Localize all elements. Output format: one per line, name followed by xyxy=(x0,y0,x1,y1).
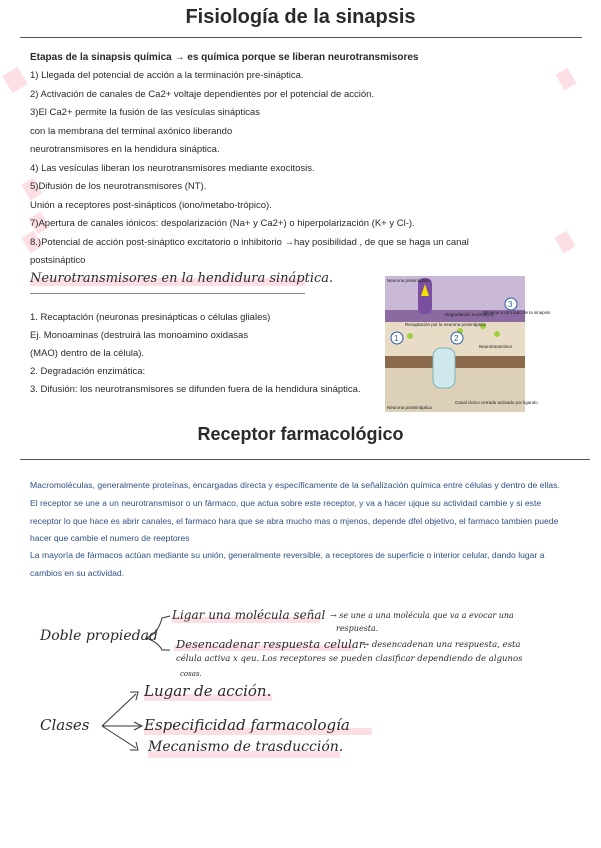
etapas-heading: Etapas de la sinapsis química → es química porque se liberan neurotransmisores xyxy=(30,52,419,63)
label-nt: Neurotransmisor xyxy=(479,344,513,349)
receptor-line: La mayoría de fármacos actúan mediante su unión, generalmente reversible, a receptores de superficie o interior celular, dando lugar a xyxy=(30,550,545,560)
label-pre: Neurona presináptica xyxy=(387,278,430,283)
receptor-line: El receptor se une a un neurotransmisor o un fármaco, que actua sobre este receptor, y va a hacer ujque su actividad cambie y si este xyxy=(30,498,542,508)
etapa-line: 3)El Ca2+ permite la fusión de las vesículas sinápticas xyxy=(30,107,260,118)
label-recaptacion: Recaptación por la neurona presináptica xyxy=(405,322,486,327)
doble-item-1-desc2: respuesta. xyxy=(336,624,379,633)
doble-item-1-desc: → se une a una molécula que va a evocar una xyxy=(330,611,514,620)
label-post: Neurona postsináptica xyxy=(387,405,432,410)
receptor-line: hacer que cambie el numero de reeptores xyxy=(30,533,190,543)
clase-item-3: Mecanismo de trasducción. xyxy=(148,739,344,755)
label-degradacion: Degradación enzimática xyxy=(445,312,494,317)
marker-1: 1 xyxy=(394,334,399,343)
etapa-line: neurotransmisores en la hendidura sináptica. xyxy=(30,144,220,155)
label-canal: Canal iónico cerrado activado por ligando xyxy=(455,400,538,405)
clase-item-2: Especificidad farmacología xyxy=(144,716,350,734)
marker-2: 2 xyxy=(454,334,459,343)
ion-channel-icon xyxy=(433,348,455,388)
etapa-line: 1) Llegada del potencial de acción a la terminación pre-sináptica. xyxy=(30,70,304,81)
doble-item-1: Ligar una molécula señal xyxy=(172,608,326,622)
receptor-line: receptor lo que hace es abrir canales, el farmaco hara que se abra mucho mas o mjenos, depende dfel objetivo, el farmaco tambien puede xyxy=(30,516,559,526)
doble-item-2-desc: → desencadenan una respuesta, esta xyxy=(362,640,521,650)
nt-line: Ej. Monoaminas (destruirá las monoamino oxidasas xyxy=(30,330,249,341)
etapa-line: postsináptico xyxy=(30,255,86,266)
nt-heading: Neurotransmisores en la hendidura sináptica. xyxy=(30,271,334,286)
nt-line: 1. Recaptación (neuronas presinápticas o células gliales) xyxy=(30,312,271,323)
doble-label: Doble propiedad xyxy=(40,628,158,644)
section-title: Receptor farmacológico xyxy=(197,424,404,444)
etapa-line: 2) Activación de canales de Ca2+ voltaje dependientes por el potencial de acción. xyxy=(30,89,375,100)
label-difusion: Difusión a otro lado de la sinapsis xyxy=(483,310,551,315)
etapa-line: 5)Difusión de los neurotransmisores (NT). xyxy=(30,181,207,192)
etapa-line: 4) Las vesículas liberan los neurotransmisores mediante exocitosis. xyxy=(30,163,315,174)
nt-line: 2. Degradación enzimática: xyxy=(30,366,146,377)
clase-item-1: Lugar de acción. xyxy=(144,682,272,700)
marker-3: 3 xyxy=(508,300,513,309)
synapse-diagram xyxy=(385,276,551,412)
bracket-arrows xyxy=(144,612,174,656)
etapa-line: Unión a receptores post-sinápticos (iono/metabo-trópico). xyxy=(30,200,272,211)
receptor-line: cambios en su actividad. xyxy=(30,568,125,578)
nt-line: (MAO) dentro de la célula). xyxy=(30,348,145,359)
receptor-line: Macromoléculas, generalmente proteínas, encargadas directa y específicamente de la señalización química entre células y dentro de ellas. xyxy=(30,480,560,490)
clases-label: Clases xyxy=(40,716,90,734)
nt-divider xyxy=(30,293,305,294)
highlight-mark xyxy=(2,67,28,93)
clases-arrows xyxy=(100,682,148,754)
section-divider xyxy=(20,459,590,460)
etapa-line: con la membrana del terminal axónico liberando xyxy=(30,126,233,137)
highlight-mark xyxy=(555,68,576,91)
doble-item-2-line2: célula activa x qeu. Los receptores se pueden clasificar dependiendo de algunos xyxy=(176,654,523,664)
doble-item-2-line3: cosas. xyxy=(180,670,202,678)
page-title: Fisiología de la sinapsis xyxy=(185,6,416,28)
doble-item-2: Desencadenar respuesta celular. xyxy=(176,637,367,651)
nt-line: 3. Difusión: los neurotransmisores se difunden fuera de la hendidura sináptica. xyxy=(30,384,361,395)
highlight-mark xyxy=(554,231,575,254)
title-divider xyxy=(20,37,582,38)
etapa-line: 7)Apertura de canales iónicos: despolarización (Na+ y Ca2+) o hiperpolarización (K+ y Cl-). xyxy=(30,218,415,229)
etapa-line: 8.)Potencial de acción post-sináptico excitatorio o inhibitorio →hay posibilidad , de que se haga un canal xyxy=(30,237,469,248)
